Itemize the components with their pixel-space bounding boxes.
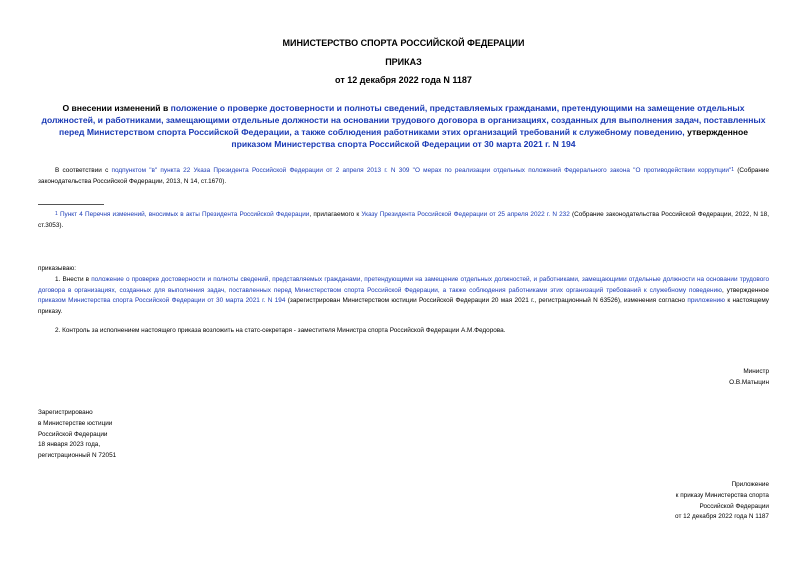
title-prefix: О внесении изменений в [62, 103, 171, 113]
doc-type-heading: ПРИКАЗ [385, 57, 422, 67]
item-1-link-regulation[interactable]: положение о проверке достоверности и полноты сведений, представляемых гражданами, претендующими на замещение отдельных должностей, и работниками, замещающими отдельные должности на основании трудового договора в организациях, созданных для выполнения задач, поставленных перед Министерством спорта Российской Федерации, а также соблюдения работниками этих организаций требований к служебному поведению [38, 276, 770, 294]
registration-line: в Министерстве юстиции [38, 419, 113, 427]
registration-block [38, 408, 298, 462]
footnote-text-2: (Собрание законодательства Российской Федерации, 2022, N 18, ст.3053). [38, 211, 769, 229]
order-word: приказываю: [38, 265, 76, 272]
item-1-text-1: 1. Внести в [55, 276, 92, 283]
registration-line: Российской Федерации [38, 430, 108, 438]
signature-name: О.В.Матыцин [729, 379, 769, 386]
preamble-text-2: (Собрание законодательства Российской Федерации, 2013, N 14, ст.1670). [38, 167, 770, 185]
item-1-link-appendix[interactable]: приложению [687, 297, 725, 305]
title-middle: утвержденное [684, 127, 748, 137]
item-1-text-2: , утвержденное [721, 286, 769, 294]
title-link-regulation[interactable]: положение о проверке достоверности и полноты сведений, представляемых гражданами, претендующими на замещение отдельных должностей, и работниками, замещающими отдельные должности на основании трудового договора в организациях, созданных для выполнения задач, поставленных перед Министерством спорта Российской Федерации, а также соблюдения работниками этих организаций требований к служебному поведению, [41, 103, 766, 137]
item-1-link-order[interactable]: приказом Министерства спорта Российской Федерации от 30 марта 2021 г. N 194 [38, 297, 286, 305]
footnote-link-list[interactable]: Пункт 4 Перечня изменений, вносимых в акты Президента Российской Федерации [59, 211, 310, 218]
footnote-divider [38, 204, 104, 205]
registration-line: Зарегистрировано [38, 409, 93, 416]
title-link-order[interactable]: приказом Министерства спорта Российской Федерации от 30 марта 2021 г. N 194 [231, 139, 576, 149]
signature-position: Министр [743, 368, 769, 375]
item-1-text-4: к настоящему приказу. [38, 297, 769, 315]
document-title [38, 102, 769, 150]
item-1-text-3: (зарегистрирован Министерством юстиции Российской Федерации 20 мая 2021 г., регистрационный N 63526), изменения согласно [285, 297, 688, 305]
item-2-paragraph: 2. Контроль за исполнением настоящего приказа возложить на статс-секретаря - заместителя Министра спорта Российской Федерации А.М.Федорова. [55, 327, 506, 334]
ministry-heading: МИНИСТЕРСТВО СПОРТА РОССИЙСКОЙ ФЕДЕРАЦИИ [282, 38, 525, 48]
appendix-line: к приказу Министерства спорта [675, 491, 769, 499]
appendix-line: Российской Федерации [699, 502, 769, 510]
footnote-ref-marker[interactable]: 1 [731, 167, 735, 173]
item-1-paragraph [38, 275, 769, 317]
registration-line: 18 января 2023 года, [38, 441, 101, 449]
footnote-link-decree[interactable]: Указу Президента Российской Федерации от 25 апреля 2022 г. N 232 [361, 211, 570, 218]
preamble-text-1: В соответствии с [55, 167, 112, 174]
preamble-link-decree[interactable]: подпунктом "в" пункта 22 Указа Президента Российской Федерации от 2 апреля 2013 г. N 309 "О мерах по реализации отдельных положений Федерального закона "О противодействии коррупции" [111, 167, 732, 174]
registration-line: регистрационный N 72051 [38, 452, 117, 460]
footnote-text-1: , прилагаемого к [309, 211, 362, 218]
appendix-line: от 12 декабря 2022 года N 1187 [675, 513, 769, 521]
preamble-paragraph [38, 165, 769, 187]
footnote-paragraph [38, 209, 769, 231]
date-number-heading: от 12 декабря 2022 года N 1187 [335, 75, 472, 85]
appendix-line: Приложение [731, 481, 769, 488]
footnote-marker: 1 [55, 211, 58, 217]
appendix-block [520, 480, 769, 523]
